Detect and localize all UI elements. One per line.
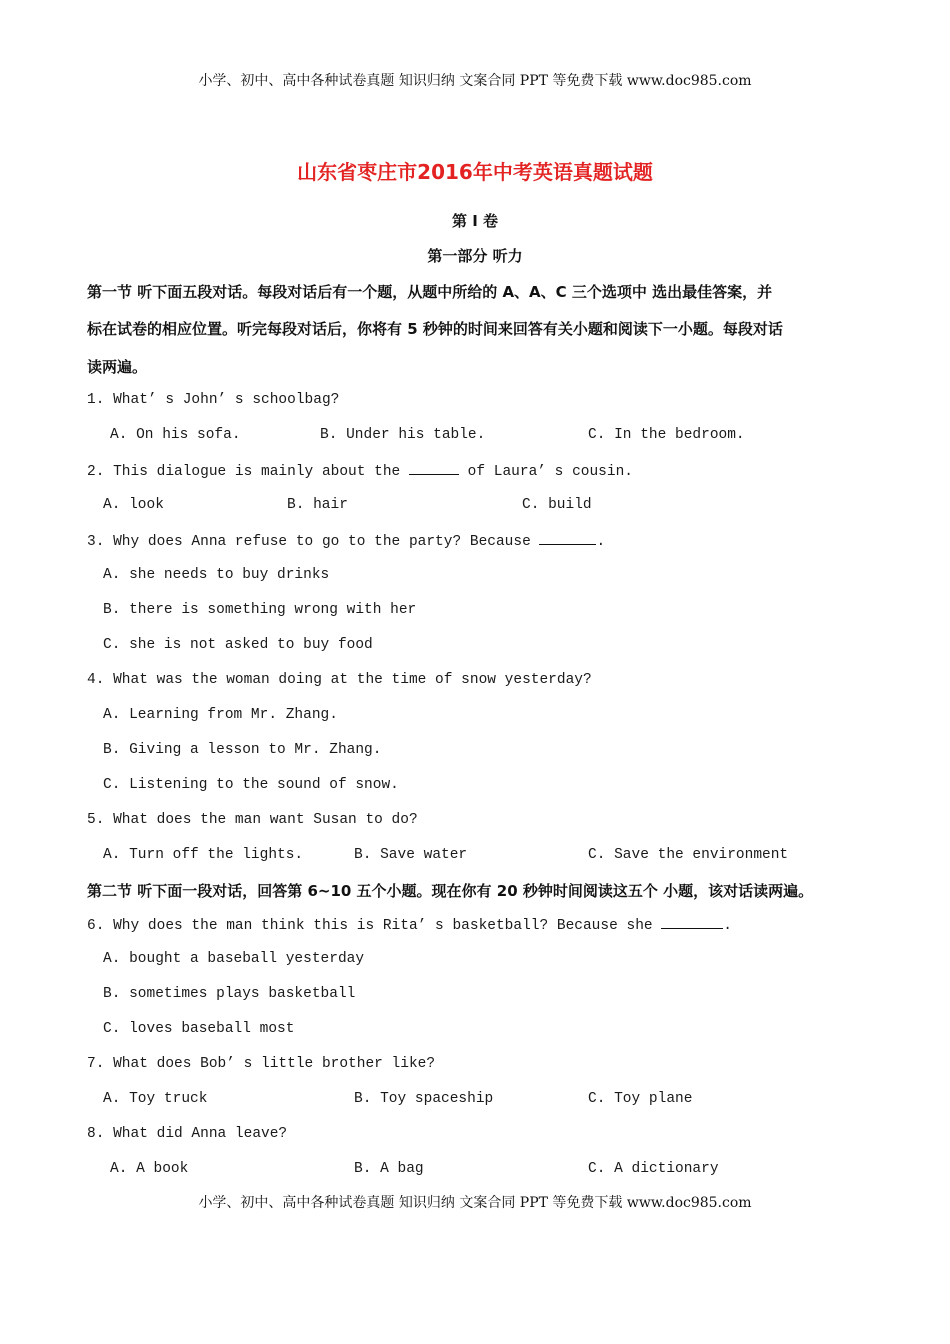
q8-option-a: A. A book [110, 1161, 189, 1177]
section1-instruction-line: 读两遍。 [87, 358, 148, 376]
question-6-text-end: . [723, 918, 732, 934]
volume-label: 第 I 卷 [451, 212, 499, 230]
question-3-text-start: 3. Why does Anna refuse to go to the party? Because [87, 534, 540, 550]
page-title: 山东省枣庄市2016年中考英语真题试题 [297, 160, 653, 184]
question-2 [87, 462, 633, 480]
q2-option-b: B. hair [287, 497, 348, 513]
answer-blank [661, 916, 723, 929]
q1-option-b: B. Under his table. [320, 427, 486, 443]
answer-blank [409, 462, 459, 475]
q7-option-c: C. Toy plane [588, 1091, 693, 1107]
q5-option-b: B. Save water [354, 847, 468, 863]
question-6-text-start: 6. Why does the man think this is Rita’ s basketball? Because she [87, 918, 662, 934]
question-3 [87, 532, 605, 550]
q6-option-c: C. loves baseball most [103, 1021, 295, 1037]
q5-option-c: C. Save the environment [588, 847, 789, 863]
footer-banner: 小学、初中、高中各种试卷真题 知识归纳 文案合同 PPT 等免费下载 www.doc985.com [198, 1195, 752, 1211]
header-banner: 小学、初中、高中各种试卷真题 知识归纳 文案合同 PPT 等免费下载 www.doc985.com [198, 73, 752, 89]
q3-option-b: B. there is something wrong with her [103, 602, 417, 618]
question-5: 5. What does the man want Susan to do? [87, 812, 418, 828]
q2-option-c: C. build [522, 497, 592, 513]
question-6 [87, 916, 732, 934]
q2-option-a: A. look [103, 497, 164, 513]
q1-option-a: A. On his sofa. [110, 427, 241, 443]
question-1: 1. What’ s John’ s schoolbag? [87, 392, 340, 408]
q7-option-b: B. Toy spaceship [354, 1091, 494, 1107]
question-2-text-end: of Laura’ s cousin. [458, 464, 633, 480]
question-8: 8. What did Anna leave? [87, 1126, 288, 1142]
section1-instruction-line: 第一节 听下面五段对话。每段对话后有一个题，从题中所给的 A、A、C 三个选项中 选出最佳答案，并 [87, 283, 773, 301]
q8-option-b: B. A bag [354, 1161, 424, 1177]
q4-option-c: C. Listening to the sound of snow. [103, 777, 399, 793]
q3-option-a: A. she needs to buy drinks [103, 567, 330, 583]
question-7: 7. What does Bob’ s little brother like? [87, 1056, 436, 1072]
q1-option-c: C. In the bedroom. [588, 427, 745, 443]
q4-option-a: A. Learning from Mr. Zhang. [103, 707, 338, 723]
question-2-text-start: 2. This dialogue is mainly about the [87, 464, 409, 480]
q8-option-c: C. A dictionary [588, 1161, 719, 1177]
question-4: 4. What was the woman doing at the time of snow yesterday? [87, 672, 592, 688]
q4-option-b: B. Giving a lesson to Mr. Zhang. [103, 742, 382, 758]
answer-blank [539, 532, 596, 545]
part-label: 第一部分 听力 [427, 247, 523, 265]
q6-option-b: B. sometimes plays basketball [103, 986, 356, 1002]
question-3-text-end: . [596, 534, 606, 550]
section2-instruction: 第二节 听下面一段对话，回答第 6~10 五个小题。现在你有 20 秒钟时间阅读这五个 小题，该对话读两遍。 [87, 882, 814, 900]
q5-option-a: A. Turn off the lights. [103, 847, 304, 863]
section1-instruction-line: 标在试卷的相应位置。听完每段对话后，你将有 5 秒钟的时间来回答有关小题和阅读下一小题。每段对话 [87, 320, 783, 338]
q3-option-c: C. she is not asked to buy food [103, 637, 373, 653]
q6-option-a: A. bought a baseball yesterday [103, 951, 365, 967]
q7-option-a: A. Toy truck [103, 1091, 208, 1107]
